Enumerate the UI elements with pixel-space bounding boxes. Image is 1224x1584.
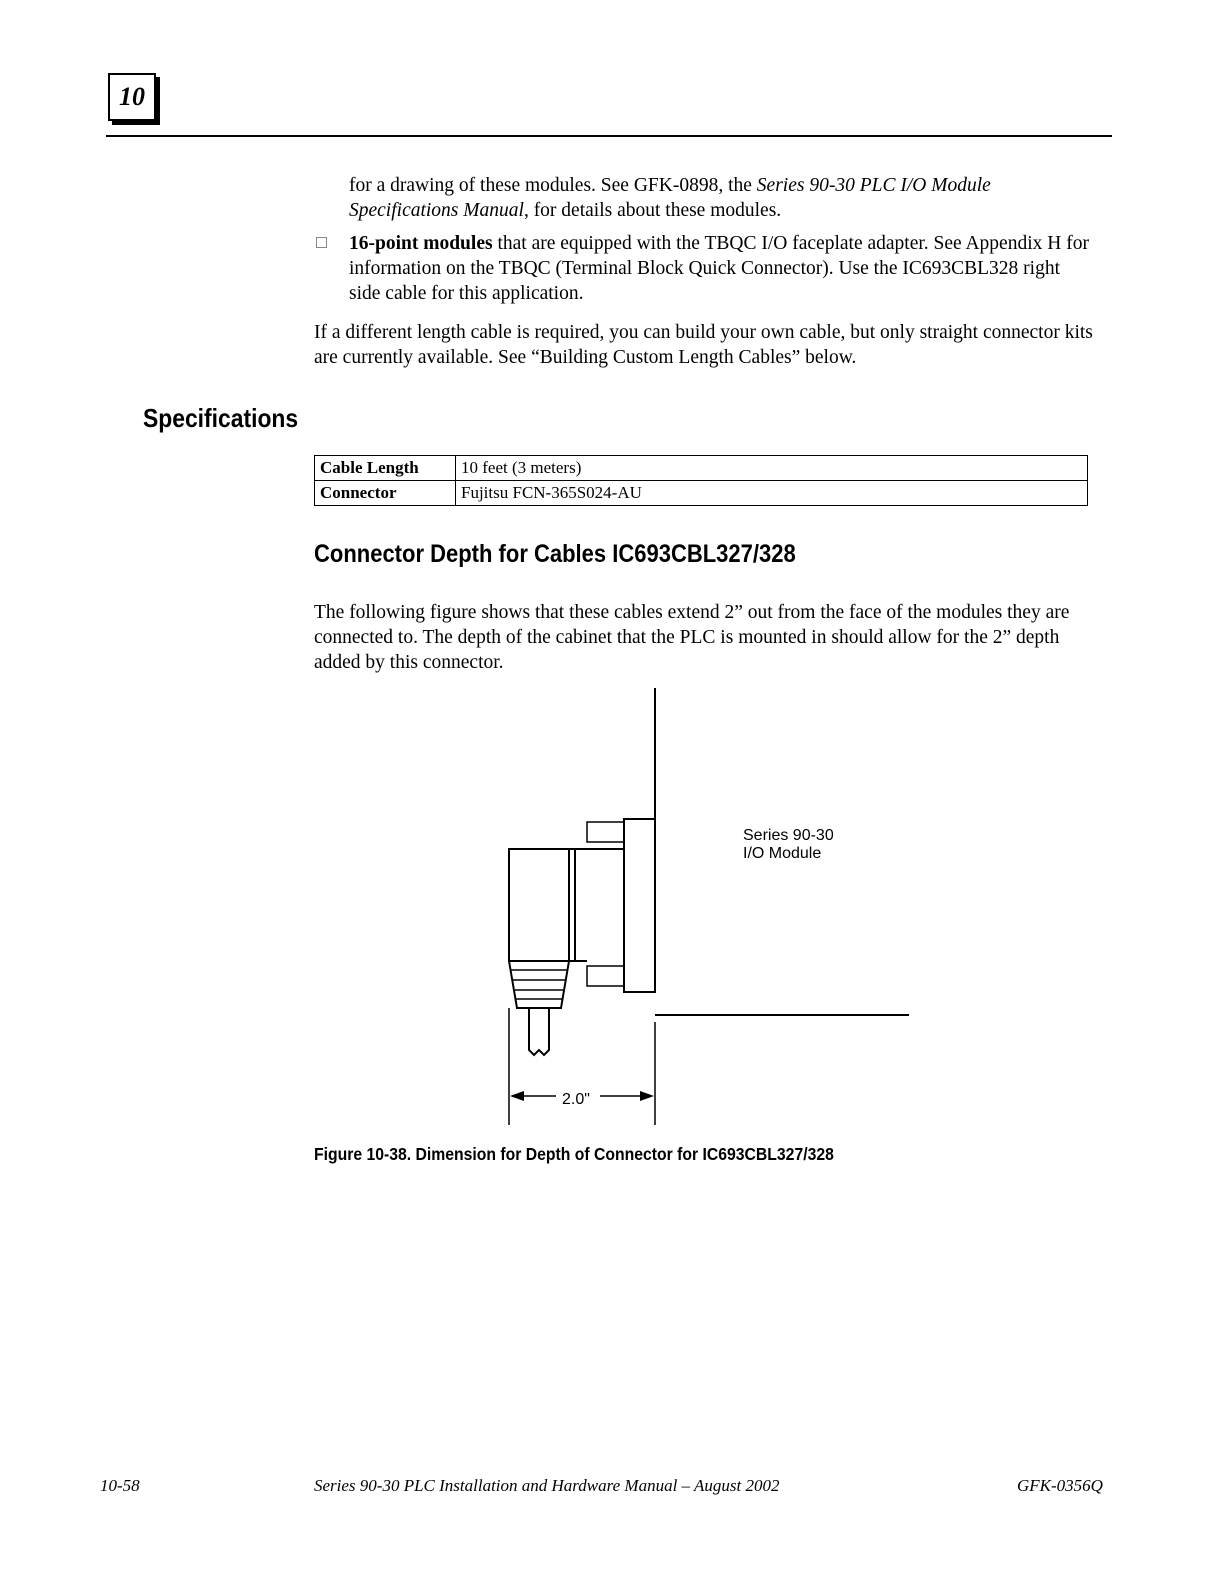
bullet-item: 16-point modules that are equipped with the TBQC I/O faceplate adapter. See Appendix H for information on the TBQC (Terminal Block Quick Connector). Use the IC693CBL328 right side cable for this application. [349, 233, 1089, 304]
table-cell-value: 10 feet (3 meters) [456, 456, 1088, 481]
intro-continuation: for a drawing of these modules. See GFK-0898, the Series 90-30 PLC I/O Module Specifications Manual, for details about these modules. [349, 175, 991, 221]
connector-depth-heading: Connector Depth for Cables IC693CBL327/328 [314, 540, 796, 568]
dimension-label: 2.0" [562, 1091, 590, 1108]
connector-depth-paragraph: The following figure shows that these cables extend 2” out from the face of the modules they are connected to. The depth of the cabinet that the PLC is mounted in should allow for the 2” depth added by this connector. [314, 602, 1070, 673]
chapter-number: 10 [119, 82, 145, 111]
footer-page-number: 10-58 [100, 1476, 140, 1495]
custom-length-paragraph: If a different length cable is required, you can build your own cable, but only straight connector kits are currently available. See “Building Custom Length Cables” below. [314, 322, 1093, 368]
lower-latch-tab [587, 966, 624, 986]
table-cell-value: Fujitsu FCN-365S024-AU [456, 481, 1088, 506]
connector-body [509, 849, 569, 961]
strain-relief [509, 961, 569, 1008]
specifications-heading: Specifications [143, 403, 299, 433]
figure-caption: Figure 10-38. Dimension for Depth of Connector for IC693CBL327/328 [314, 1144, 834, 1164]
dimension-arrow-right [640, 1091, 654, 1101]
footer-manual-title: Series 90-30 PLC Installation and Hardware Manual – August 2002 [314, 1476, 780, 1495]
table-cell-label: Connector [315, 481, 456, 506]
manual-reference: Series 90-30 PLC I/O Module Specifications Manual [349, 175, 991, 221]
dimension-arrow-left [510, 1091, 524, 1101]
mounting-block [624, 819, 655, 992]
footer-doc-code: GFK-0356Q [1017, 1476, 1103, 1495]
upper-latch-tab [587, 822, 624, 842]
module-label: Series 90-30 I/O Module [743, 827, 834, 862]
table-cell-label: Cable Length [315, 456, 456, 481]
cable [529, 1008, 549, 1055]
connector-plate [569, 849, 575, 961]
